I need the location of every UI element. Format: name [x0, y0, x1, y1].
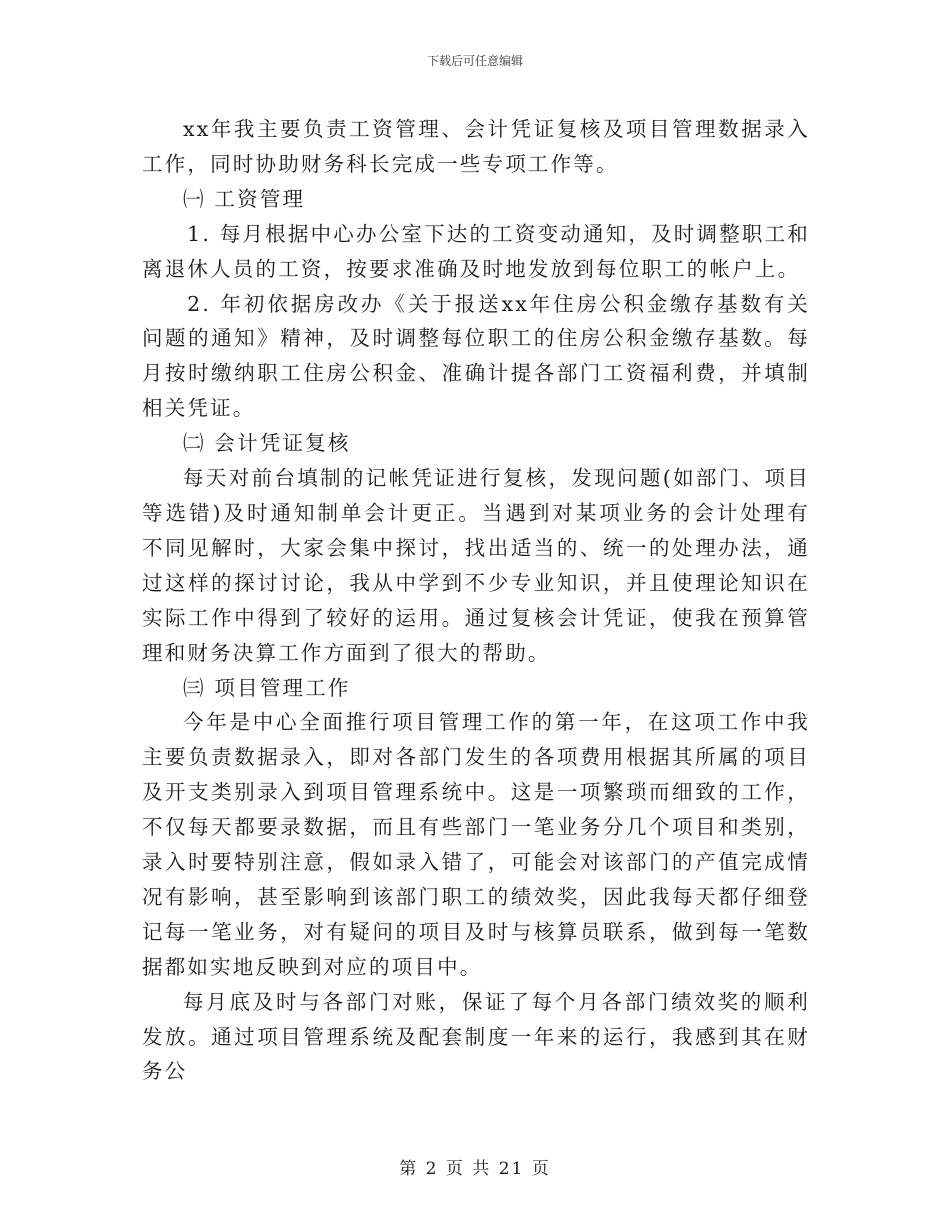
section-heading-voucher-review: ㈡ 会计凭证复核	[183, 431, 351, 456]
salary-item-1: 1. 每月根据中心办公室下达的工资变动通知，及时调整职工和离退休人员的工资，按要求准确及时地发放到每位职工的帐户上。	[142, 221, 810, 281]
intro-paragraph: xx年我主要负责工资管理、会计凭证复核及项目管理数据录入工作，同时协助财务科长完成一些专项工作等。	[142, 117, 810, 176]
project-management-paragraph-2: 每月底及时与各部门对账，保证了每个月各部门绩效奖的顺利发放。通过项目管理系统及配套制度一年来的运行，我感到其在财务公	[142, 989, 810, 1084]
project-management-paragraph-1: 今年是中心全面推行项目管理工作的第一年，在这项工作中我主要负责数据录入，即对各部门发生的各项费用根据其所属的项目及开支类别录入到项目管理系统中。这是一项繁琐而细致的工作，不仅每天都要录数据，而且有些部门一笔业务分几个项目和类别，录入时要特别注意，假如录入错了，可能会对该部门的产值完成情况有影响，甚至影响到该部门职工的绩效奖，因此我每天都仔细登记每一笔业务，对有疑问的项目及时与核算员联系，做到每一笔数据都如实地反映到对应的项目中。	[142, 710, 810, 979]
page-number	[0, 1154, 950, 1179]
section-heading-salary: ㈠ 工资管理	[183, 186, 306, 211]
page-number-label: 第 2 页 共 21 页	[399, 1159, 551, 1179]
document-body	[142, 112, 810, 1089]
section-heading-project-management: ㈢ 项目管理工作	[183, 675, 351, 700]
salary-item-2: 2. 年初依据房改办《关于报送xx年住房公积金缴存基数有关问题的通知》精神，及时调整每位职工的住房公积金缴存基数。每月按时缴纳职工住房公积金、准确计提各部门工资福利费，并填制相关凭证。	[142, 291, 810, 421]
voucher-review-paragraph: 每天对前台填制的记帐凭证进行复核，发现问题(如部门、项目等选错)及时通知制单会计更正。当遇到对某项业务的会计处理有不同见解时，大家会集中探讨，找出适当的、统一的处理办法，通过这样的探讨讨论，我从中学到不少专业知识，并且使理论知识在实际工作中得到了较好的运用。通过复核会计凭证，使我在预算管理和财务决算工作方面到了很大的帮助。	[142, 466, 810, 665]
page-header-note: 下载后可任意编辑	[426, 54, 523, 68]
